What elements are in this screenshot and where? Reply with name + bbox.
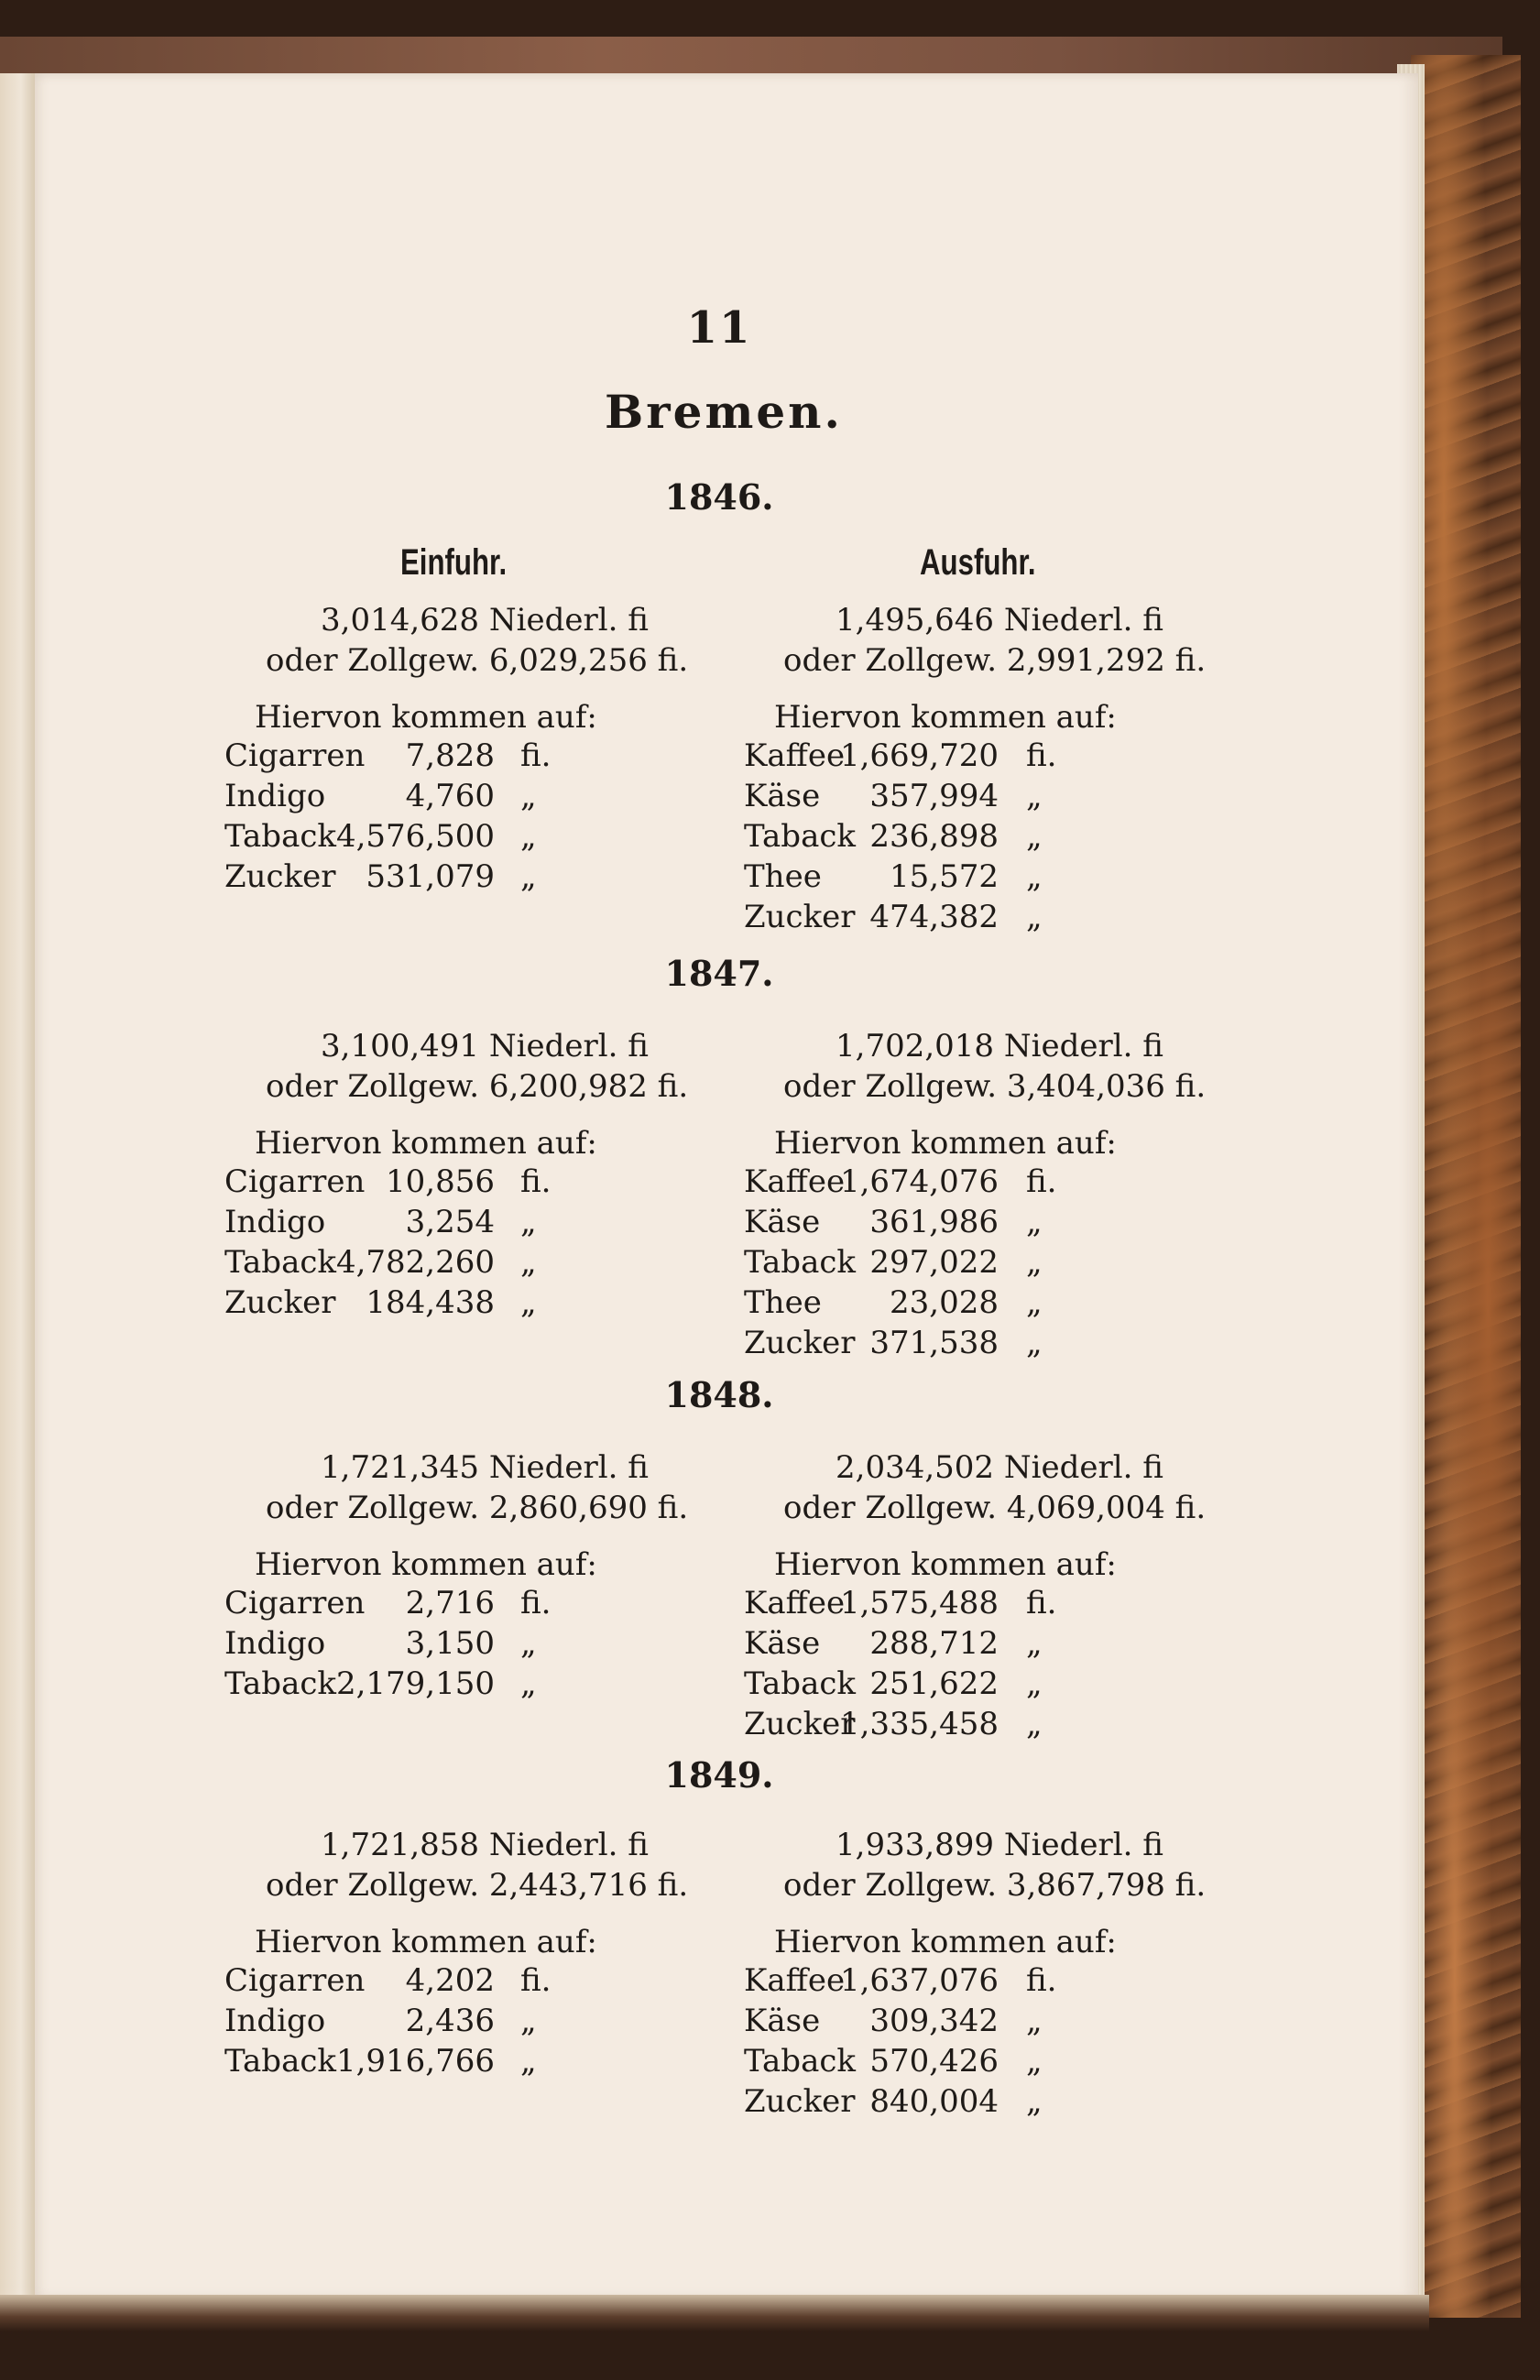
item-unit: „ — [1026, 1706, 1043, 1742]
item-unit: „ — [1026, 818, 1043, 855]
export-item-row — [744, 1706, 1081, 1746]
export-items-intro: Hiervon kommen auf: — [774, 1125, 1117, 1162]
item-value: 15,572 — [890, 858, 999, 895]
item-value: 288,712 — [869, 1625, 999, 1662]
import-items-intro: Hiervon kommen auf: — [255, 1125, 597, 1162]
item-name: Zucker — [744, 899, 856, 935]
item-value: 3,150 — [405, 1625, 495, 1662]
item-value: 2,436 — [405, 2003, 495, 2039]
export-item-row — [744, 1325, 1081, 1365]
export-item-row — [744, 1625, 1081, 1665]
item-unit: „ — [1026, 858, 1043, 895]
item-value: 1,575,488 — [839, 1585, 999, 1621]
import-item-row — [224, 2043, 575, 2083]
item-value: 309,342 — [869, 2003, 999, 2039]
gutter-strip — [0, 73, 37, 2309]
item-value: 3,254 — [405, 1204, 495, 1240]
import-item-row — [224, 1163, 575, 1204]
item-name: Kaffee — [744, 737, 846, 774]
export-total-zollgewicht: oder Zollgew. 3,867,798 ﬁ. — [783, 1867, 1207, 1904]
item-name: Zucker — [224, 858, 336, 895]
item-name: Cigarren — [224, 1962, 366, 1999]
item-unit: „ — [1026, 1204, 1043, 1240]
import-total: 1,721,345 Niederl. ﬁ — [321, 1449, 649, 1486]
export-header: Ausfuhr. — [920, 542, 1036, 583]
item-name: Käse — [744, 778, 821, 814]
item-value: 474,382 — [869, 899, 999, 935]
item-name: Taback — [224, 2043, 336, 2080]
item-name: Zucker — [744, 1706, 856, 1742]
item-value: 297,022 — [869, 1244, 999, 1281]
item-value: 2,716 — [405, 1585, 495, 1621]
item-name: Cigarren — [224, 1585, 366, 1621]
item-value: 1,674,076 — [839, 1163, 999, 1200]
export-total: 1,495,646 Niederl. ﬁ — [836, 602, 1163, 639]
item-unit: „ — [520, 778, 537, 814]
item-unit: ﬁ. — [1026, 1163, 1057, 1200]
item-value: 4,760 — [405, 778, 495, 814]
item-value: 570,426 — [869, 2043, 999, 2080]
item-unit: ﬁ. — [1026, 1585, 1057, 1621]
item-name: Kaffee — [744, 1962, 846, 1999]
item-unit: ﬁ. — [520, 1585, 552, 1621]
page-title: Bremen. — [605, 385, 843, 439]
export-total-zollgewicht: oder Zollgew. 4,069,004 ﬁ. — [783, 1490, 1207, 1526]
year-heading: 1847. — [664, 953, 774, 994]
import-items-intro: Hiervon kommen auf: — [255, 699, 597, 736]
export-item-row — [744, 778, 1081, 818]
import-item-row — [224, 737, 575, 778]
export-total: 1,702,018 Niederl. ﬁ — [836, 1028, 1163, 1064]
book-bottom-edge — [0, 2295, 1429, 2331]
import-total-zollgewicht: oder Zollgew. 2,860,690 ﬁ. — [266, 1490, 689, 1526]
item-name: Käse — [744, 2003, 821, 2039]
item-unit: „ — [520, 818, 537, 855]
item-unit: „ — [1026, 1244, 1043, 1281]
import-item-row — [224, 1625, 575, 1665]
item-value: 1,669,720 — [839, 737, 999, 774]
export-total-zollgewicht: oder Zollgew. 3,404,036 ﬁ. — [783, 1068, 1207, 1105]
item-name: Taback — [224, 1665, 336, 1702]
item-value: 4,782,260 — [335, 1244, 495, 1281]
item-name: Kaffee — [744, 1163, 846, 1200]
item-name: Kaffee — [744, 1585, 846, 1621]
item-unit: „ — [520, 1625, 537, 1662]
import-total: 3,014,628 Niederl. ﬁ — [321, 602, 649, 639]
item-name: Cigarren — [224, 737, 366, 774]
export-item-row — [744, 1163, 1081, 1204]
item-value: 4,202 — [405, 1962, 495, 1999]
item-unit: „ — [1026, 778, 1043, 814]
item-unit: ﬁ. — [520, 1163, 552, 1200]
item-value: 531,079 — [366, 858, 495, 895]
item-value: 236,898 — [869, 818, 999, 855]
item-value: 10,856 — [386, 1163, 495, 1200]
item-name: Zucker — [744, 2083, 856, 2120]
item-unit: „ — [520, 2043, 537, 2080]
export-item-row — [744, 1244, 1081, 1284]
item-value: 357,994 — [869, 778, 999, 814]
export-item-row — [744, 818, 1081, 858]
export-items-intro: Hiervon kommen auf: — [774, 1924, 1117, 1960]
item-name: Zucker — [224, 1284, 336, 1321]
item-value: 1,335,458 — [839, 1706, 999, 1742]
import-total-zollgewicht: oder Zollgew. 2,443,716 ﬁ. — [266, 1867, 689, 1904]
export-item-row — [744, 899, 1081, 939]
import-item-row — [224, 1244, 575, 1284]
export-items-intro: Hiervon kommen auf: — [774, 1546, 1117, 1583]
import-total-zollgewicht: oder Zollgew. 6,200,982 ﬁ. — [266, 1068, 689, 1105]
item-unit: „ — [520, 1204, 537, 1240]
item-unit: ﬁ. — [520, 1962, 552, 1999]
item-name: Indigo — [224, 778, 326, 814]
import-total-zollgewicht: oder Zollgew. 6,029,256 ﬁ. — [266, 642, 689, 679]
year-heading: 1848. — [664, 1374, 774, 1415]
item-unit: „ — [520, 1665, 537, 1702]
export-total-zollgewicht: oder Zollgew. 2,991,292 ﬁ. — [783, 642, 1207, 679]
import-item-row — [224, 778, 575, 818]
export-item-row — [744, 2003, 1081, 2043]
export-item-row — [744, 1204, 1081, 1244]
export-item-row — [744, 1284, 1081, 1325]
item-name: Käse — [744, 1204, 821, 1240]
item-name: Thee — [744, 1284, 822, 1321]
item-unit: „ — [520, 1284, 537, 1321]
item-unit: ﬁ. — [1026, 737, 1057, 774]
item-name: Taback — [744, 818, 856, 855]
import-item-row — [224, 1284, 575, 1325]
item-value: 4,576,500 — [335, 818, 495, 855]
export-item-row — [744, 858, 1081, 899]
item-value: 361,986 — [869, 1204, 999, 1240]
import-item-row — [224, 1585, 575, 1625]
export-items-intro: Hiervon kommen auf: — [774, 699, 1117, 736]
item-value: 840,004 — [869, 2083, 999, 2120]
item-name: Indigo — [224, 2003, 326, 2039]
item-unit: „ — [1026, 1284, 1043, 1321]
import-item-row — [224, 2003, 575, 2043]
book-cover-top — [0, 37, 1502, 73]
item-name: Cigarren — [224, 1163, 366, 1200]
item-unit: „ — [520, 1244, 537, 1281]
item-name: Thee — [744, 858, 822, 895]
export-item-row — [744, 737, 1081, 778]
item-value: 1,916,766 — [335, 2043, 495, 2080]
import-items-intro: Hiervon kommen auf: — [255, 1546, 597, 1583]
year-heading: 1846. — [664, 476, 774, 518]
export-item-row — [744, 1585, 1081, 1625]
item-name: Taback — [224, 818, 336, 855]
item-unit: „ — [520, 858, 537, 895]
export-item-row — [744, 1962, 1081, 2003]
import-item-row — [224, 818, 575, 858]
export-item-row — [744, 2043, 1081, 2083]
item-name: Zucker — [744, 1325, 856, 1361]
item-name: Taback — [744, 1244, 856, 1281]
page-number: 11 — [686, 302, 752, 354]
item-unit: „ — [1026, 2043, 1043, 2080]
import-item-row — [224, 1204, 575, 1244]
item-unit: „ — [1026, 2083, 1043, 2120]
item-unit: „ — [1026, 899, 1043, 935]
item-value: 251,622 — [869, 1665, 999, 1702]
item-name: Taback — [744, 2043, 856, 2080]
import-item-row — [224, 1665, 575, 1706]
item-name: Taback — [744, 1665, 856, 1702]
export-total: 2,034,502 Niederl. ﬁ — [836, 1449, 1163, 1486]
item-value: 184,438 — [366, 1284, 495, 1321]
item-name: Käse — [744, 1625, 821, 1662]
item-name: Indigo — [224, 1204, 326, 1240]
export-item-row — [744, 1665, 1081, 1706]
item-unit: „ — [520, 2003, 537, 2039]
item-name: Indigo — [224, 1625, 326, 1662]
import-header: Einfuhr. — [400, 542, 508, 583]
item-value: 23,028 — [890, 1284, 999, 1321]
item-value: 371,538 — [869, 1325, 999, 1361]
import-total: 3,100,491 Niederl. ﬁ — [321, 1028, 649, 1064]
import-items-intro: Hiervon kommen auf: — [255, 1924, 597, 1960]
item-unit: „ — [1026, 1325, 1043, 1361]
export-total: 1,933,899 Niederl. ﬁ — [836, 1827, 1163, 1863]
import-item-row — [224, 858, 575, 899]
item-name: Taback — [224, 1244, 336, 1281]
item-value: 1,637,076 — [839, 1962, 999, 1999]
year-heading: 1849. — [664, 1754, 774, 1796]
marbled-cover — [1411, 55, 1521, 2318]
item-unit: „ — [1026, 1665, 1043, 1702]
item-value: 7,828 — [405, 737, 495, 774]
item-unit: „ — [1026, 1625, 1043, 1662]
import-item-row — [224, 1962, 575, 2003]
item-unit: ﬁ. — [520, 737, 552, 774]
item-unit: ﬁ. — [1026, 1962, 1057, 1999]
export-item-row — [744, 2083, 1081, 2123]
import-total: 1,721,858 Niederl. ﬁ — [321, 1827, 649, 1863]
item-value: 2,179,150 — [335, 1665, 495, 1702]
item-unit: „ — [1026, 2003, 1043, 2039]
